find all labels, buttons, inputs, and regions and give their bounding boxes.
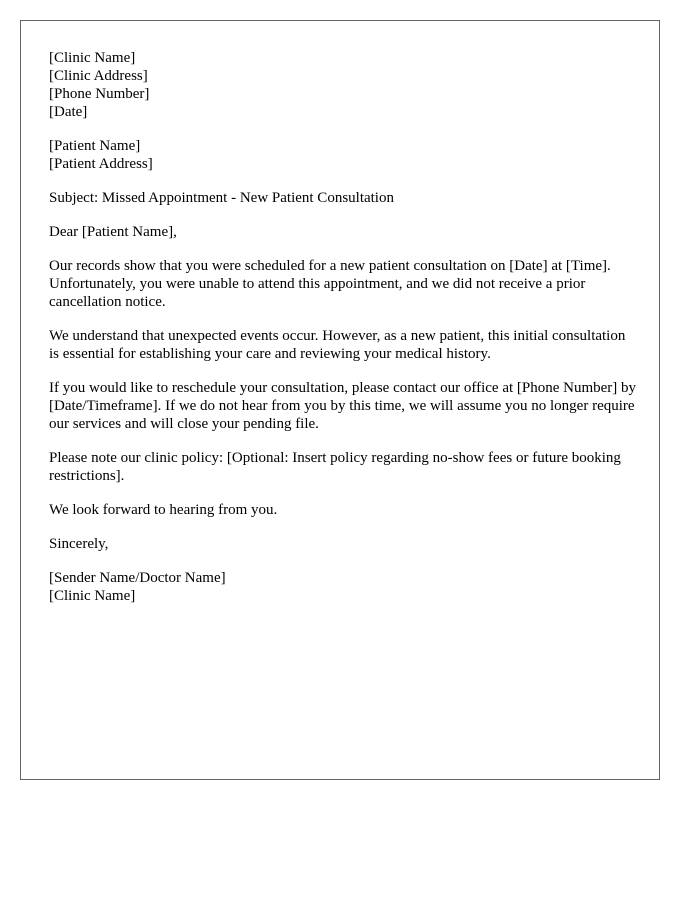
sender-block	[49, 49, 639, 121]
body-paragraph-2: We understand that unexpected events occur. However, as a new patient, this initial consultation is essential for establishing your care and reviewing your medical history.	[49, 328, 626, 362]
signature-clinic-name: [Clinic Name]	[49, 588, 136, 604]
sender-clinic-name: [Clinic Name]	[49, 50, 136, 66]
letter-content	[49, 49, 639, 621]
recipient-name: [Patient Name]	[49, 138, 141, 154]
letter-page	[20, 20, 660, 780]
salutation: Dear [Patient Name],	[49, 224, 177, 240]
closing: Sincerely,	[49, 536, 109, 552]
subject-line: Subject: Missed Appointment - New Patient Consultation	[49, 190, 394, 206]
letter-date: [Date]	[49, 104, 88, 120]
sender-phone-number: [Phone Number]	[49, 86, 150, 102]
sender-clinic-address: [Clinic Address]	[49, 68, 148, 84]
body-paragraph-4: Please note our clinic policy: [Optional: Insert policy regarding no-show fees or future booking restrictions].	[49, 450, 621, 484]
recipient-block	[49, 137, 639, 173]
body-paragraph-3: If you would like to reschedule your consultation, please contact our office at [Phone Number] by [Date/Timeframe]. If we do not hear from you by this time, we will assume you no longer require our services and will close your pending file.	[49, 380, 637, 432]
signature-sender-name: [Sender Name/Doctor Name]	[49, 570, 226, 586]
recipient-address: [Patient Address]	[49, 156, 153, 172]
body-paragraph-1: Our records show that you were scheduled for a new patient consultation on [Date] at [Time]. Unfortunately, you were unable to attend this appointment, and we did not receive a prior cancellation notice.	[49, 258, 611, 310]
body-paragraph-5: We look forward to hearing from you.	[49, 502, 278, 518]
signature-block	[49, 569, 639, 605]
